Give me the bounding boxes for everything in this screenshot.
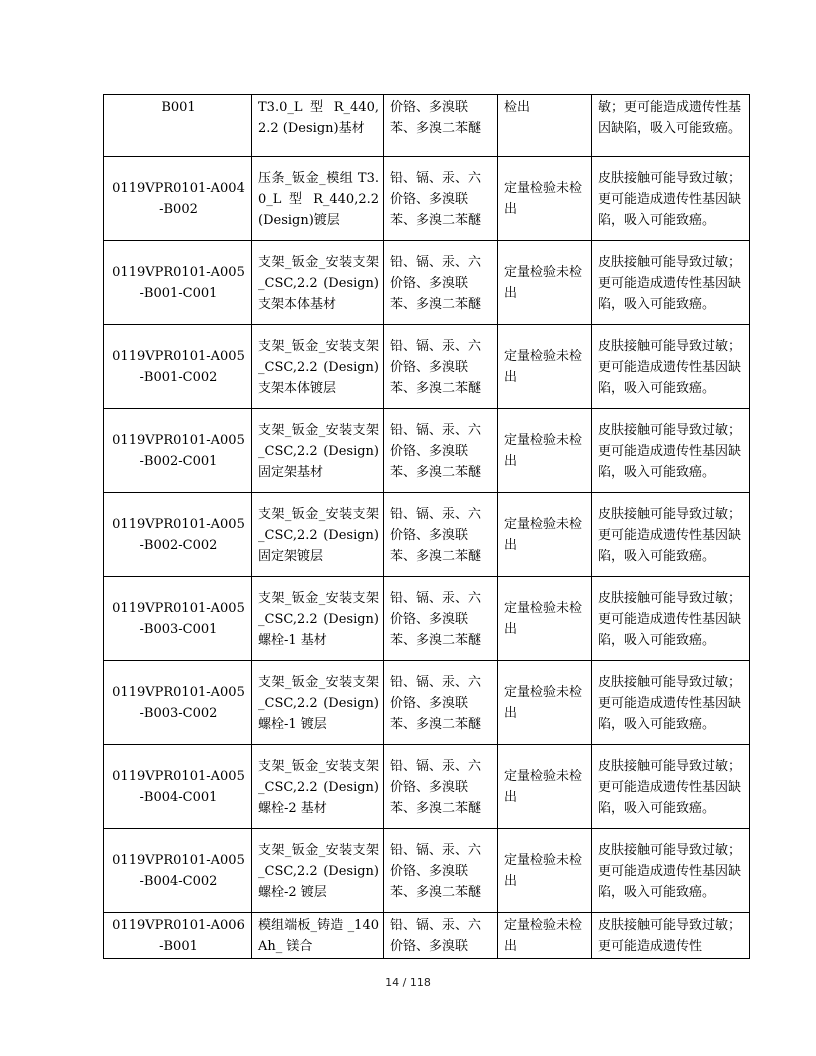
table-row (104, 409, 750, 493)
component-id-cell: 0119VPR0101-A005-B002-C002 (104, 493, 252, 577)
substances-cell: 铅、镉、汞、六价铬、多溴联苯、多溴二苯醚 (384, 325, 498, 409)
test-result-cell: 定量检验未检出 (498, 829, 592, 913)
health-risk-cell: 皮肤接触可能导致过敏；更可能造成遗传性基因缺陷，吸入可能致癌。 (592, 241, 750, 325)
component-id-cell: 0119VPR0101-A005-B004-C001 (104, 745, 252, 829)
table-row (104, 829, 750, 913)
component-name-cell: 支架_钣金_安装支架 _CSC,2.2 (Design)固定架基材 (252, 409, 384, 493)
test-result-cell: 定量检验未检出 (498, 913, 592, 959)
test-result-cell: 定量检验未检出 (498, 493, 592, 577)
component-id-cell: 0119VPR0101-A004-B002 (104, 157, 252, 241)
table-row (104, 157, 750, 241)
substances-cell: 铅、镉、汞、六价铬、多溴联苯、多溴二苯醚 (384, 661, 498, 745)
test-result-cell: 定量检验未检出 (498, 409, 592, 493)
table-row (104, 493, 750, 577)
table-row (104, 913, 750, 959)
test-result-cell: 定量检验未检出 (498, 241, 592, 325)
substances-cell: 铅、镉、汞、六价铬、多溴联苯、多溴二苯醚 (384, 409, 498, 493)
substances-cell: 铅、镉、汞、六价铬、多溴联苯、多溴二苯醚 (384, 829, 498, 913)
table-row (104, 661, 750, 745)
test-result-cell: 定量检验未检出 (498, 745, 592, 829)
table-row (104, 577, 750, 661)
page-number: 14 / 118 (385, 976, 431, 989)
component-name-cell: 支架_钣金_安装支架 _CSC,2.2 (Design)固定架镀层 (252, 493, 384, 577)
component-name-cell: 支架_钣金_安装支架 _CSC,2.2 (Design)螺栓-1 镀层 (252, 661, 384, 745)
table-row (104, 241, 750, 325)
test-result-cell: 定量检验未检出 (498, 577, 592, 661)
component-id-cell: 0119VPR0101-A005-B001-C001 (104, 241, 252, 325)
component-name-cell: 支架_钣金_安装支架 _CSC,2.2 (Design)螺栓-1 基材 (252, 577, 384, 661)
table-row (104, 325, 750, 409)
substances-cell: 铅、镉、汞、六价铬、多溴联 (384, 913, 498, 959)
health-risk-cell: 皮肤接触可能导致过敏；更可能造成遗传性基因缺陷，吸入可能致癌。 (592, 409, 750, 493)
component-id-cell: 0119VPR0101-A006-B001 (104, 913, 252, 959)
health-risk-cell: 敏；更可能造成遗传性基因缺陷，吸入可能致癌。 (592, 95, 750, 157)
table-row (104, 95, 750, 157)
component-id-cell: 0119VPR0101-A005-B003-C001 (104, 577, 252, 661)
component-name-cell: T3.0_L 型 R_440,2.2 (Design)基材 (252, 95, 384, 157)
health-risk-cell: 皮肤接触可能导致过敏；更可能造成遗传性基因缺陷，吸入可能致癌。 (592, 157, 750, 241)
table-row (104, 745, 750, 829)
substances-cell: 铅、镉、汞、六价铬、多溴联苯、多溴二苯醚 (384, 577, 498, 661)
component-id-cell: 0119VPR0101-A005-B002-C001 (104, 409, 252, 493)
substances-cell: 铅、镉、汞、六价铬、多溴联苯、多溴二苯醚 (384, 493, 498, 577)
table-body (104, 95, 750, 959)
component-name-cell: 支架_钣金_安装支架 _CSC,2.2 (Design)螺栓-2 镀层 (252, 829, 384, 913)
test-result-cell: 检出 (498, 95, 592, 157)
health-risk-cell: 皮肤接触可能导致过敏；更可能造成遗传性基因缺陷，吸入可能致癌。 (592, 661, 750, 745)
component-id-cell: 0119VPR0101-A005-B001-C002 (104, 325, 252, 409)
health-risk-cell: 皮肤接触可能导致过敏；更可能造成遗传性基因缺陷，吸入可能致癌。 (592, 745, 750, 829)
component-name-cell: 支架_钣金_安装支架 _CSC,2.2 (Design)支架本体基材 (252, 241, 384, 325)
substances-cell: 铅、镉、汞、六价铬、多溴联苯、多溴二苯醚 (384, 745, 498, 829)
test-result-cell: 定量检验未检出 (498, 157, 592, 241)
component-id-cell: B001 (104, 95, 252, 157)
component-name-cell: 压条_钣金_模组 T3.0_L 型 R_440,2.2 (Design)镀层 (252, 157, 384, 241)
substances-cell: 铅、镉、汞、六价铬、多溴联苯、多溴二苯醚 (384, 241, 498, 325)
health-risk-cell: 皮肤接触可能导致过敏；更可能造成遗传性基因缺陷，吸入可能致癌。 (592, 829, 750, 913)
substance-table (103, 94, 750, 959)
component-name-cell: 模组端板_铸造 _140Ah_ 镁合 (252, 913, 384, 959)
test-result-cell: 定量检验未检出 (498, 325, 592, 409)
health-risk-cell: 皮肤接触可能导致过敏；更可能造成遗传性基因缺陷，吸入可能致癌。 (592, 493, 750, 577)
health-risk-cell: 皮肤接触可能导致过敏；更可能造成遗传性基因缺陷，吸入可能致癌。 (592, 577, 750, 661)
component-name-cell: 支架_钣金_安装支架 _CSC,2.2 (Design)支架本体镀层 (252, 325, 384, 409)
substances-cell: 铅、镉、汞、六价铬、多溴联苯、多溴二苯醚 (384, 157, 498, 241)
test-result-cell: 定量检验未检出 (498, 661, 592, 745)
health-risk-cell: 皮肤接触可能导致过敏；更可能造成遗传性基因缺陷，吸入可能致癌。 (592, 325, 750, 409)
health-risk-cell: 皮肤接触可能导致过敏；更可能造成遗传性 (592, 913, 750, 959)
component-id-cell: 0119VPR0101-A005-B004-C002 (104, 829, 252, 913)
component-name-cell: 支架_钣金_安装支架 _CSC,2.2 (Design)螺栓-2 基材 (252, 745, 384, 829)
component-id-cell: 0119VPR0101-A005-B003-C002 (104, 661, 252, 745)
substances-cell: 价铬、多溴联苯、多溴二苯醚 (384, 95, 498, 157)
